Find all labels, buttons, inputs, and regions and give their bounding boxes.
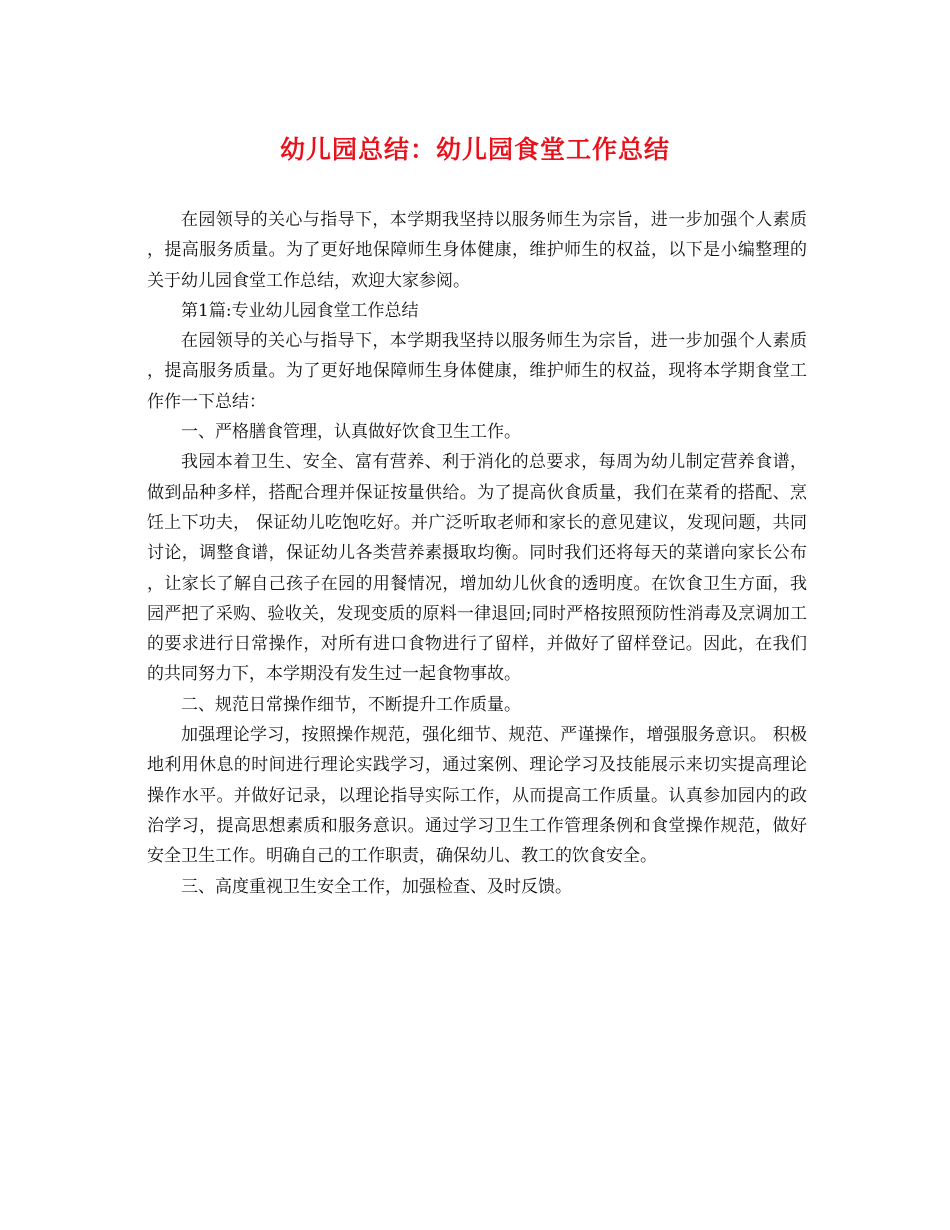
section-heading-1: 一、严格膳食管理，认真做好饮食卫生工作。 [181, 422, 521, 443]
section-1-paragraph: 我园本着卫生、安全、富有营养、利于消化的总要求，每周为幼儿制定营养食谱，做到品种多样，搭配合理并保证按量供给。为了提高伙食质量，我们在菜肴的搭配、烹饪上下功夫， 保证幼儿吃饱吃好。并广泛听取老师和家长的意见建议，发现问题，共同讨论，调整食谱，保证幼儿各类营养素摄取均衡。同时我们还将每天的菜谱向家长公布，让家长了解自己孩子在园的用餐情况，增加幼儿伙食的透明度。在饮食卫生方面，我园严把了采购、验收关，发现变质的原料一律退回;同时严格按照预防性消毒及烹调加工的要求进行日常操作，对所有进口食物进行了留样，并做好了留样登记。因此，在我们的共同努力下，本学期没有发生过一起食物事故。 [147, 452, 807, 685]
document-title: 幼儿园总结：幼儿园食堂工作总结 [279, 135, 670, 164]
intro-paragraph: 在园领导的关心与指导下，本学期我坚持以服务师生为宗旨，进一步加强个人素质，提高服务质量。为了更好地保障师生身体健康，维护师生的权益，以下是小编整理的关于幼儿园食堂工作总结，欢迎大家参阅。 [147, 210, 807, 291]
document-body [147, 205, 807, 902]
section-2-paragraph: 加强理论学习，按照操作规范，强化细节、规范、严谨操作，增强服务意识。 积极地利用休息的时间进行理论实践学习，通过案例、理论学习及技能展示来切实提高理论操作水平。并做好记录，以理论指导实际工作，从而提高工作质量。认真参加园内的政治学习，提高思想素质和服务意识。通过学习卫生工作管理条例和食堂操作规范，做好安全卫生工作。明确自己的工作职责，确保幼儿、教工的饮食安全。 [147, 725, 807, 867]
section-heading-article-1: 第1篇:专业幼儿园食堂工作总结 [181, 300, 419, 321]
article-intro-paragraph: 在园领导的关心与指导下，本学期我坚持以服务师生为宗旨，进一步加强个人素质，提高服务质量。为了更好地保障师生身体健康，维护师生的权益，现将本学期食堂工作作一下总结： [147, 331, 807, 412]
section-heading-2: 二、规范日常操作细节，不断提升工作质量。 [181, 694, 521, 715]
section-heading-3: 三、高度重视卫生安全工作，加强检查、及时反馈。 [181, 876, 572, 897]
